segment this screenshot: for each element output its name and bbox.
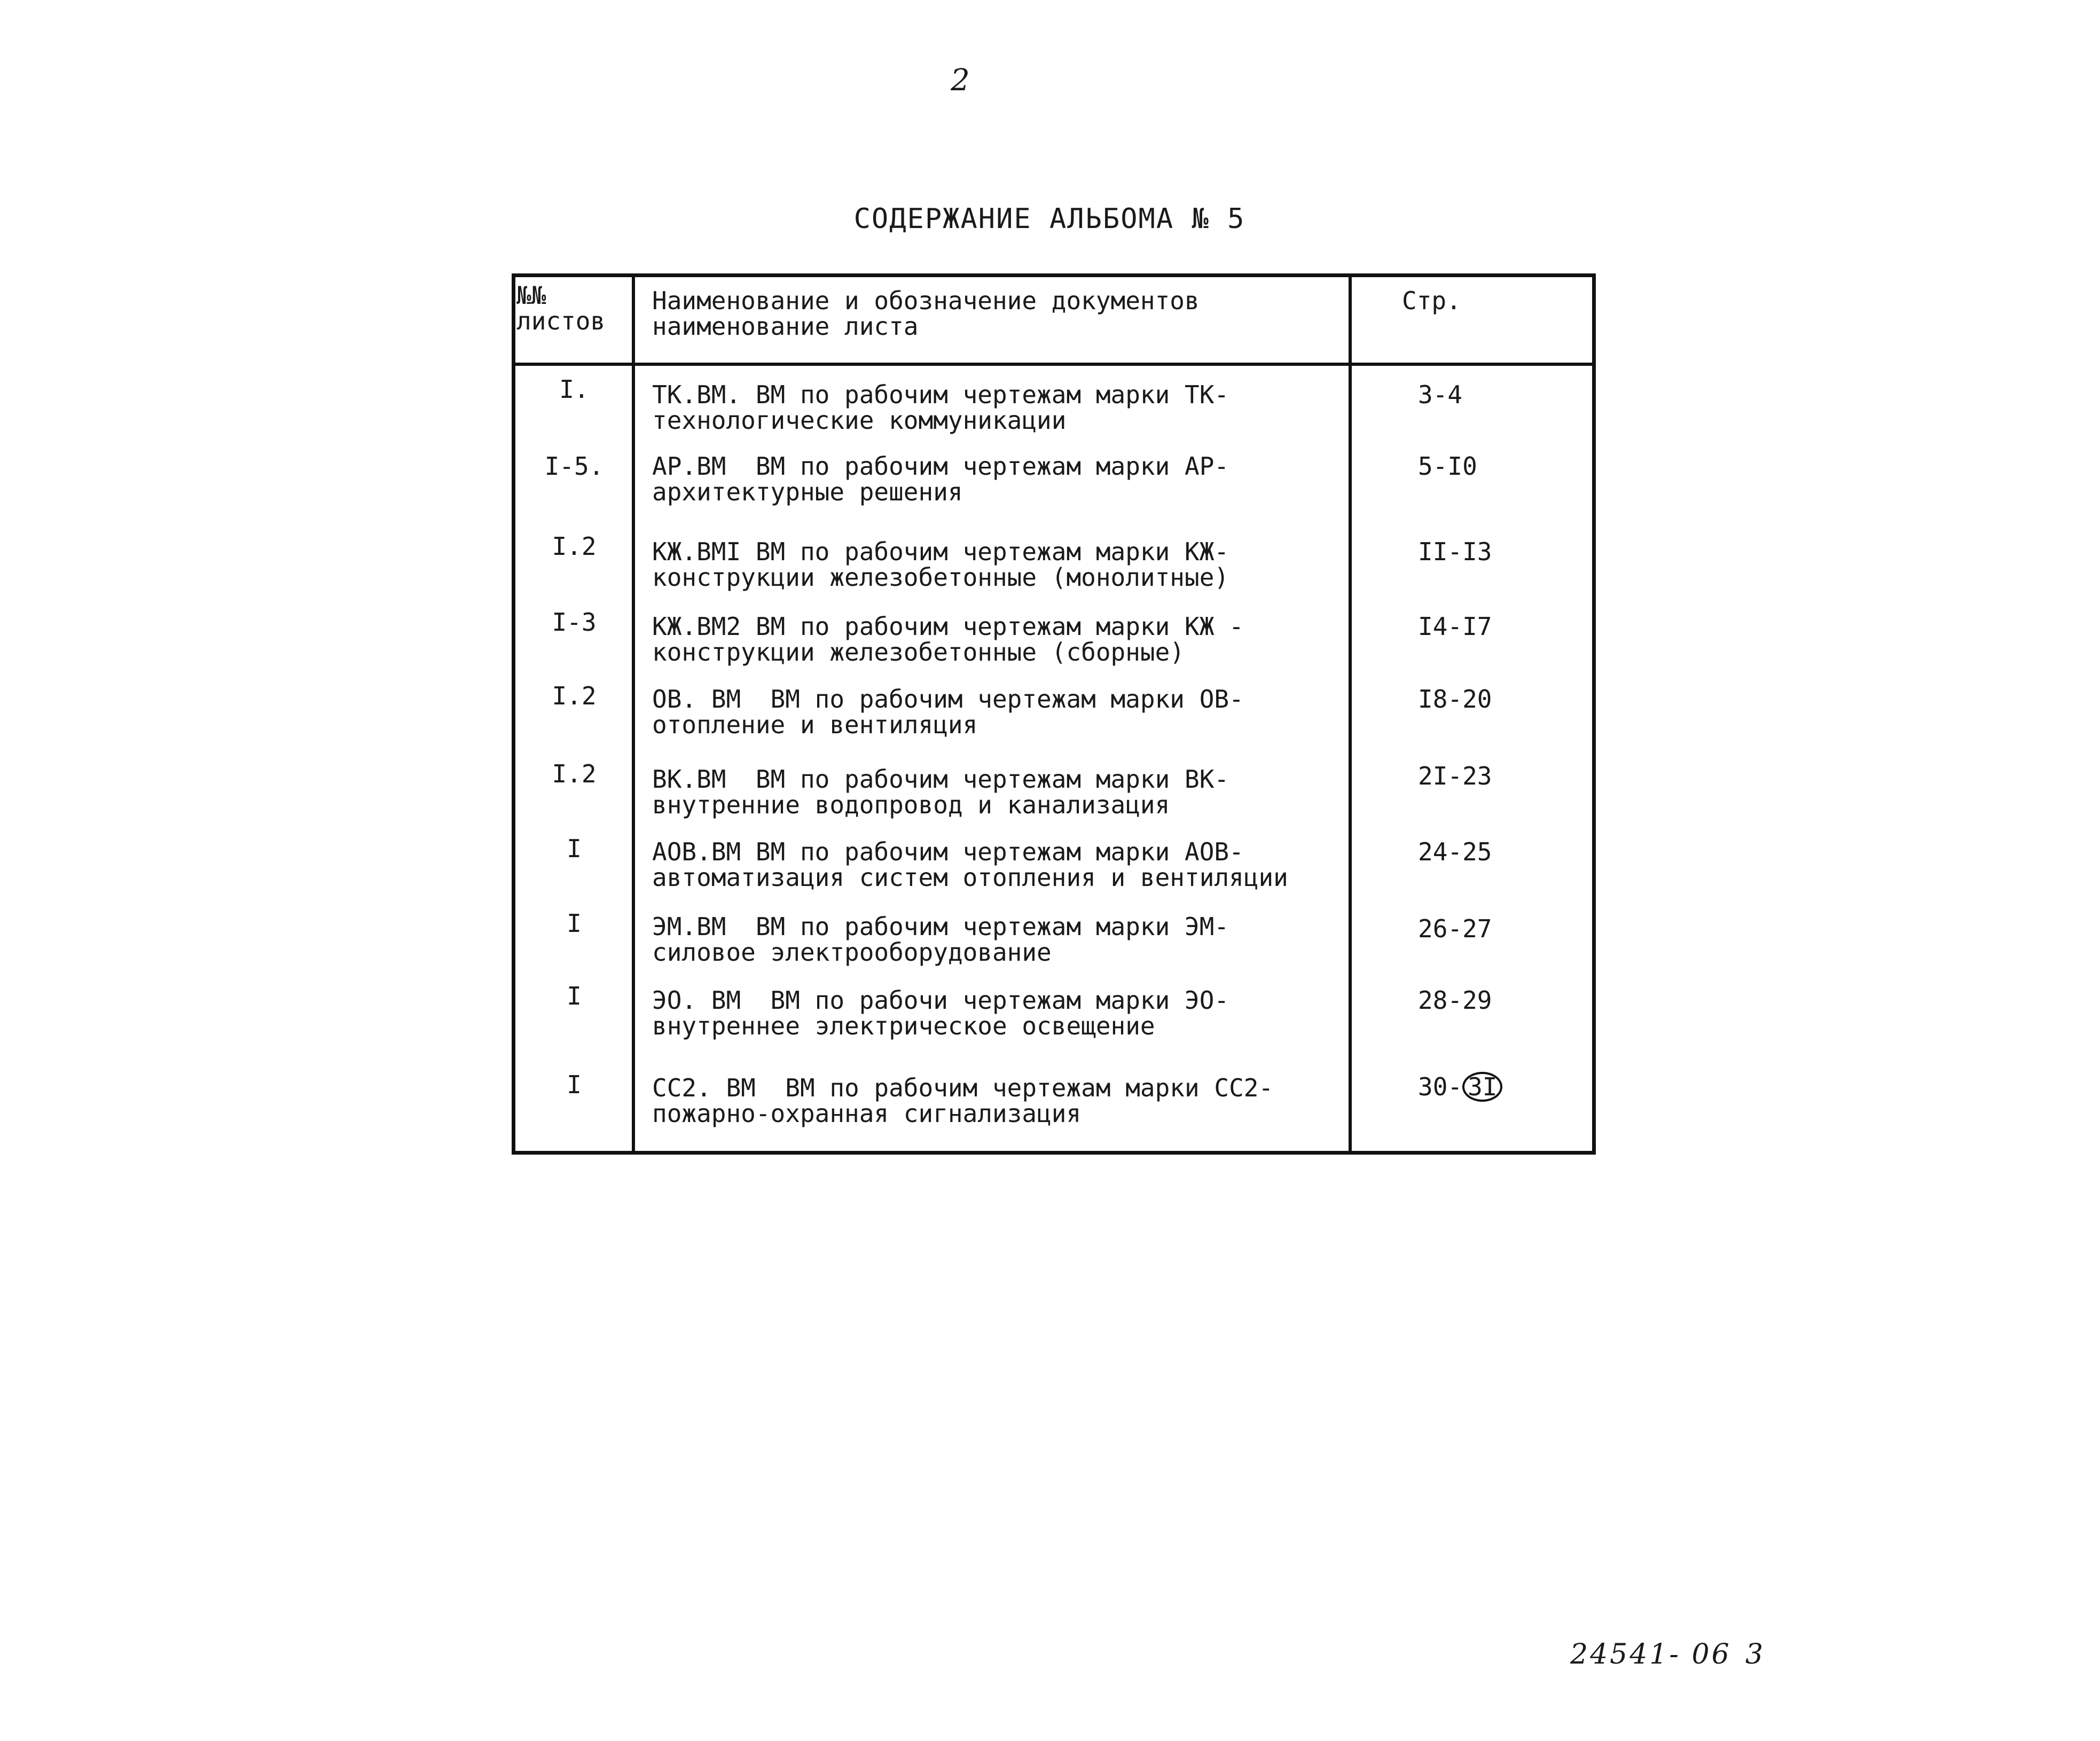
row-10-pages-circled: 3I: [1462, 1072, 1502, 1102]
row-7-name: АОВ.ВМ ВМ по рабочим чертежам марки АОВ- автоматизация систем отопления и вентиляции: [652, 837, 1288, 892]
row-4-name: КЖ.ВМ2 ВМ по рабочим чертежам марки КЖ - конструкции железобетонные (сборные): [652, 612, 1244, 666]
row-10-pages: [1418, 1072, 1578, 1102]
header-sheets: №№ листов: [516, 281, 606, 335]
row-10-sheets: I: [567, 1070, 582, 1099]
sheet-number: 3: [1745, 1638, 1764, 1671]
row-6-sheets: I.2: [552, 759, 597, 788]
row-6-name: ВК.ВМ ВМ по рабочим чертежам марки ВК- внутренние водопровод и канализация: [652, 765, 1229, 819]
document-code: 24541- 06: [1570, 1638, 1731, 1671]
row-6-pages: 2I-23: [1418, 762, 1492, 790]
row-1-pages: 3-4: [1418, 380, 1463, 409]
row-7-pages: 24-25: [1418, 837, 1492, 866]
header-pages: Стр.: [1402, 286, 1461, 315]
row-9-sheets: I: [567, 982, 582, 1010]
page-number: 2: [951, 63, 970, 98]
row-2-sheets: I-5.: [544, 452, 604, 481]
row-2-pages: 5-I0: [1418, 452, 1477, 481]
row-5-name: ОВ. ВМ ВМ по рабочим чертежам марки ОВ- отопление и вентиляция: [652, 685, 1244, 739]
row-9-pages: 28-29: [1418, 986, 1492, 1015]
row-5-sheets: I.2: [552, 681, 597, 710]
row-4-sheets: I-3: [552, 608, 597, 637]
row-2-name: АР.ВМ ВМ по рабочим чертежам марки АР- архитектурные решения: [652, 452, 1229, 506]
row-5-pages: I8-20: [1418, 685, 1492, 713]
column-divider: [1349, 277, 1352, 1151]
column-divider: [632, 277, 635, 1151]
header-divider: [515, 363, 1592, 366]
row-3-pages: II-I3: [1418, 537, 1492, 566]
row-8-name: ЭМ.ВМ ВМ по рабочим чертежам марки ЭМ- силовое электрооборудование: [652, 912, 1229, 967]
row-10-pages-prefix: 30-: [1418, 1072, 1463, 1101]
row-3-name: КЖ.ВМI ВМ по рабочим чертежам марки КЖ- конструкции железобетонные (монолитные): [652, 537, 1229, 592]
row-7-sheets: I: [567, 834, 582, 863]
header-name: Наименование и обозначение документов наименование листа: [652, 286, 1200, 341]
contents-table: [512, 273, 1596, 1155]
row-10-name: СС2. ВМ ВМ по рабочим чертежам марки СС2- пожарно-охранная сигнализация: [652, 1073, 1274, 1128]
row-9-name: ЭО. ВМ ВМ по рабочи чертежам марки ЭО- внутреннее электрическое освещение: [652, 986, 1229, 1040]
row-4-pages: I4-I7: [1418, 612, 1492, 641]
row-1-name: ТК.ВМ. ВМ по рабочим чертежам марки ТК- технологические коммуникации: [652, 380, 1229, 435]
row-1-sheets: I.: [559, 375, 589, 404]
row-3-sheets: I.2: [552, 532, 597, 561]
row-8-sheets: I: [567, 909, 582, 938]
document-title: СОДЕРЖАНИЕ АЛЬБОМА № 5: [853, 203, 1245, 235]
row-8-pages: 26-27: [1418, 914, 1492, 943]
